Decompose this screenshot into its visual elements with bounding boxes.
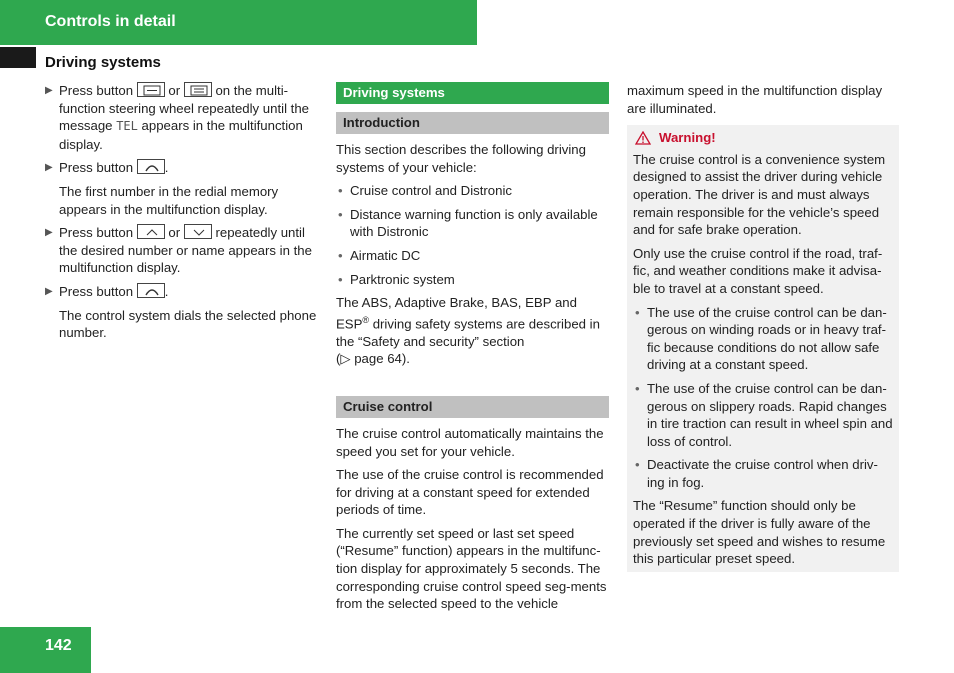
section-title: Driving systems: [45, 54, 161, 71]
display-page-forward-button-icon: [137, 82, 165, 97]
list-item: • Parktronic system: [338, 271, 455, 287]
chevron-up-button-icon: [137, 224, 165, 239]
cruise-text-2: The use of the cruise control is recommended for driving at a constant speed for extended periods of time.: [336, 467, 604, 518]
step-arrow-icon: ▶: [45, 162, 53, 174]
intro-text: This section describes the following driving systems of your vehicle:: [336, 142, 586, 175]
step-2: ▶ Press button .: [45, 160, 169, 176]
warning-title: Warning!: [633, 129, 893, 147]
step-4-note: The control system dials the selected phone number.: [59, 307, 317, 341]
warning-box: [627, 125, 899, 572]
step-arrow-icon: ▶: [45, 285, 53, 297]
list-item: • The use of the cruise control can be dan-gerous on slippery roads. Rapid changes in tire traction can result in wheel spin and loss of control.: [635, 380, 893, 449]
step-4: ▶ Press button .: [45, 283, 169, 299]
chevron-down-button-icon: [184, 224, 212, 239]
continued-text: maximum speed in the multifunction display are illuminated.: [627, 83, 883, 116]
page-number: 142: [45, 637, 72, 654]
warning-text-2: Only use the cruise control if the road, traf-fic, and weather conditions make it advisa-ble to travel at a constant speed.: [633, 245, 883, 296]
column-1: [45, 82, 319, 348]
cruise-control-heading: Cruise control: [336, 396, 609, 418]
chapter-title: Controls in detail: [45, 13, 176, 30]
phone-send-button-icon: [137, 159, 165, 174]
tel-message: TEL: [116, 119, 138, 134]
cruise-text-3: The currently set speed or last set speed (“Resume” function) appears in the multifunc-tion display for approximately 5 seconds. The corresponding cruise control speed seg-ments from the selected speed to the vehicle: [336, 525, 607, 612]
driving-systems-heading: Driving systems: [336, 82, 609, 104]
warning-text-1: The cruise control is a convenience system designed to assist the driver during vehicle operation. The driver is and must always remain responsible for the vehicle’s speed and for safe brake operation.: [633, 151, 886, 238]
page-reference: (▷ page 64).: [336, 351, 410, 367]
list-item: • Deactivate the cruise control when driv-ing in fog.: [635, 457, 878, 490]
phone-send-button-icon: [137, 283, 165, 298]
step-1: ▶ Press button or on the multi-function steering wheel repeatedly until the message TEL appears in the multifunction display.: [45, 83, 309, 152]
step-3: ▶ Press button or repeatedly until the desired number or name appears in the multifunction display.: [45, 225, 312, 276]
list-item: • Distance warning function is only available with Distronic: [338, 206, 598, 240]
step-2-note: The first number in the redial memory appears in the multifunction display.: [59, 183, 279, 217]
list-item: • Cruise control and Distronic: [338, 183, 512, 199]
column-2: [336, 82, 609, 619]
warning-text-3: The “Resume” function should only be operated if the driver is fully aware of the previously set speed and wishes to resume this particular preset speed.: [633, 498, 886, 567]
column-3: [627, 82, 899, 572]
abs-text: The ABS, Adaptive Brake, BAS, EBP and ESP® driving safety systems are described in the “Safety and security” section (▷ page 64).: [336, 295, 600, 367]
step-arrow-icon: ▶: [45, 227, 53, 239]
cruise-text-1: The cruise control automatically maintains the speed you set for your vehicle.: [336, 425, 604, 459]
list-item: • Airmatic DC: [338, 247, 421, 263]
warning-triangle-icon: [635, 131, 651, 145]
display-page-back-button-icon: [184, 82, 212, 97]
step-arrow-icon: ▶: [45, 85, 53, 96]
list-item: • The use of the cruise control can be dan-gerous on winding roads or in heavy traf-fic because conditions do not allow safe driving at a constant speed.: [635, 304, 887, 373]
section-marker: [0, 47, 36, 68]
introduction-heading: Introduction: [336, 112, 609, 134]
